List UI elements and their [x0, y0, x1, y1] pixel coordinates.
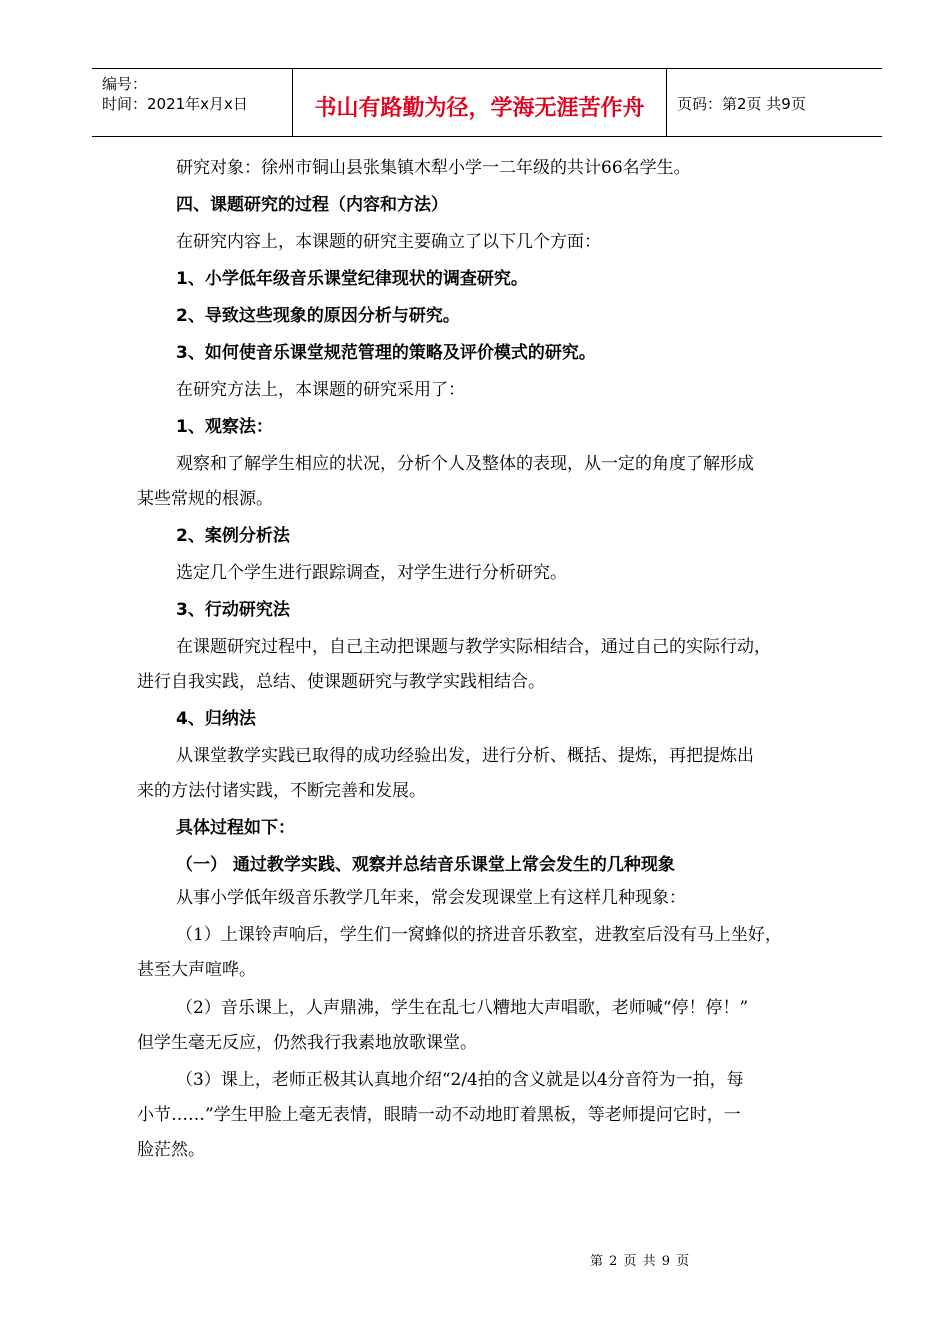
method-heading: 4、归纳法	[176, 709, 256, 729]
body-line: 选定几个学生进行跟踪调查，对学生进行分析研究。	[176, 563, 567, 583]
body-line: 进行自我实践，总结、使课题研究与教学实践相结合。	[137, 672, 545, 692]
document-number-label: 编号：	[102, 75, 148, 93]
list-item-heading: 1、小学低年级音乐课堂纪律现状的调查研究。	[176, 269, 528, 289]
subsection-heading: （一） 通过教学实践、观察并总结音乐课堂上常会发生的几种现象	[176, 855, 675, 875]
header-page-code: 页码：第2页 共9页	[677, 95, 806, 113]
body-line: 在课题研究过程中，自己主动把课题与教学实际相结合，通过自己的实际行动，	[176, 637, 771, 657]
body-line: （3）课上，老师正极其认真地介绍“2/4拍的含义就是以4分音符为一拍，每	[176, 1070, 744, 1090]
method-heading: 3、行动研究法	[176, 600, 290, 620]
method-heading: 1、观察法：	[176, 417, 273, 437]
body-line: 研究对象：徐州市铜山县张集镇木犁小学一二年级的共计66名学生。	[176, 158, 691, 178]
header-motto-cell	[292, 69, 667, 136]
page-footer: 第 2 页 共 9 页	[590, 1254, 691, 1269]
header-motto: 书山有路勤为径，学海无涯苦作舟	[314, 96, 645, 121]
body-line: 某些常规的根源。	[137, 489, 273, 509]
section-heading: 具体过程如下：	[176, 818, 295, 838]
document-time-label: 时间：2021年x月x日	[102, 95, 248, 113]
list-item-heading: 2、导致这些现象的原因分析与研究。	[176, 306, 460, 326]
body-line: 小节……”学生甲脸上毫无表情，眼睛一动不动地盯着黑板，等老师提问它时，一	[137, 1105, 741, 1125]
body-line: 从事小学低年级音乐教学几年来，常会发现课堂上有这样几种现象：	[176, 888, 686, 908]
body-line: 脸茫然。	[137, 1140, 205, 1160]
body-line: 在研究内容上，本课题的研究主要确立了以下几个方面：	[176, 232, 601, 252]
body-line: 但学生毫无反应，仍然我行我素地放歌课堂。	[137, 1033, 477, 1053]
body-line: 来的方法付诸实践，不断完善和发展。	[137, 781, 426, 801]
body-line: （2）音乐课上，人声鼎沸，学生在乱七八糟地大声唱歌，老师喊“停！停！”	[176, 998, 749, 1018]
body-line: 在研究方法上，本课题的研究采用了：	[176, 380, 465, 400]
header-info-cell	[92, 69, 292, 136]
body-line: 从课堂教学实践已取得的成功经验出发，进行分析、概括、提炼，再把提炼出	[176, 746, 754, 766]
list-item-heading: 3、如何使音乐课堂规范管理的策略及评价模式的研究。	[176, 343, 596, 363]
page-header	[92, 68, 882, 137]
body-line: 观察和了解学生相应的状况，分析个人及整体的表现，从一定的角度了解形成	[176, 454, 754, 474]
section-heading: 四、课题研究的过程（内容和方法）	[176, 195, 448, 215]
header-page-cell	[667, 69, 882, 136]
method-heading: 2、案例分析法	[176, 526, 290, 546]
body-line: （1）上课铃声响后，学生们一窝蜂似的挤进音乐教室，进教室后没有马上坐好，	[176, 925, 782, 945]
body-line: 甚至大声喧哗。	[137, 960, 256, 980]
